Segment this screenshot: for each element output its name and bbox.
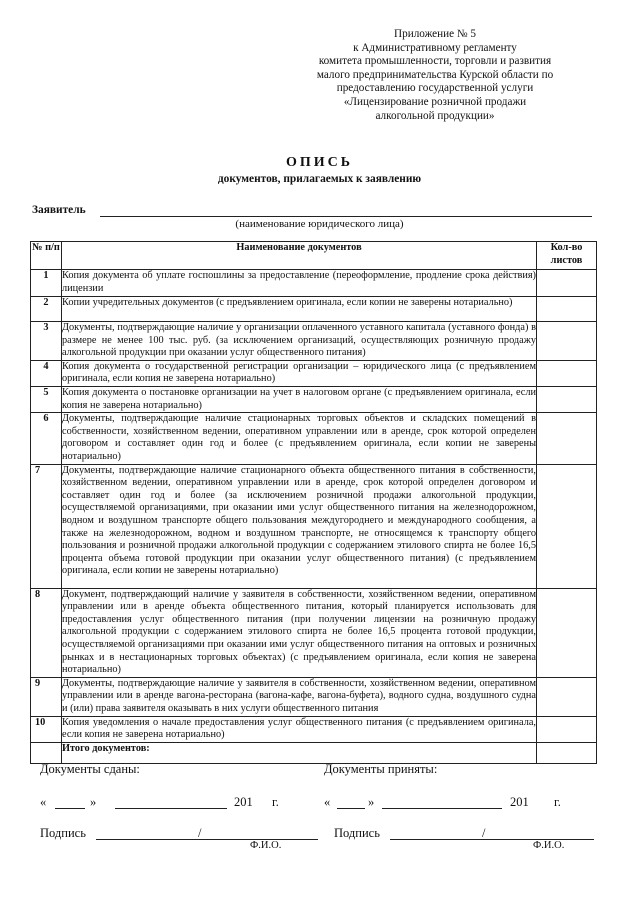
row-num: 7	[31, 464, 62, 588]
appendix-header	[300, 28, 570, 123]
applicant-label: Заявитель	[32, 204, 86, 216]
row-qty-cell[interactable]	[537, 677, 597, 716]
table-row	[31, 677, 597, 716]
applicant-row	[32, 204, 592, 218]
row-qty-cell[interactable]	[537, 588, 597, 677]
total-qty-cell[interactable]	[537, 742, 597, 763]
table-row	[31, 588, 597, 677]
total-num-cell	[31, 742, 62, 763]
appendix-line: комитета промышленности, торговли и развития	[318, 55, 552, 68]
appendix-line: алкогольной продукции»	[375, 109, 495, 122]
row-num: 8	[31, 588, 62, 677]
row-qty-cell[interactable]	[537, 464, 597, 588]
accepted-fio-label: Ф.И.О.	[533, 840, 565, 851]
given-date-row	[40, 795, 300, 813]
row-qty-cell[interactable]	[537, 413, 597, 464]
documents-given-label: Документы сданы:	[40, 762, 140, 776]
table-row	[31, 360, 597, 386]
row-num: 3	[31, 322, 62, 361]
total-label: Итого документов:	[62, 742, 537, 763]
row-num: 2	[31, 297, 62, 322]
row-text: Копия документа о государственной регистрации организации – юридического лица (с предъявлением оригинала, если копия не заверена нотариально)	[62, 360, 537, 386]
signature-slash: /	[198, 826, 202, 840]
quote-close: »	[368, 795, 375, 809]
documents-accepted-label: Документы приняты:	[324, 762, 438, 776]
row-num: 1	[31, 270, 62, 297]
table-total-row	[31, 742, 597, 763]
year-prefix: 201	[234, 795, 253, 809]
table-row	[31, 413, 597, 464]
appendix-line: малого предпринимательства Курской области по	[316, 68, 554, 81]
appendix-line: к Административному регламенту	[353, 41, 517, 54]
row-qty-cell[interactable]	[537, 716, 597, 742]
table-row	[31, 464, 597, 588]
table-row	[31, 322, 597, 361]
applicant-caption: (наименование юридического лица)	[235, 218, 404, 230]
row-text: Копии учредительных документов (с предъявлением оригинала, если копии не заверены нотариально)	[62, 297, 537, 322]
given-day-field[interactable]	[55, 808, 85, 809]
row-num: 9	[31, 677, 62, 716]
row-qty-cell[interactable]	[537, 322, 597, 361]
applicant-input-line[interactable]	[100, 216, 592, 217]
row-qty-cell[interactable]	[537, 360, 597, 386]
table-row	[31, 716, 597, 742]
header-name: Наименование документов	[62, 242, 537, 270]
accepted-date-row	[324, 795, 584, 813]
row-num: 4	[31, 360, 62, 386]
year-suffix: г.	[272, 795, 279, 809]
table-row	[31, 270, 597, 297]
row-text: Документы, подтверждающие наличие у организации оплаченного уставного капитала (уставного фонда) в размере не менее 100 тыс. руб. (за исключением организаций, осуществляющих розничную продажу алкогольной продукции при оказании услуг общественного питания)	[62, 322, 537, 361]
year-prefix: 201	[510, 795, 529, 809]
accepted-day-field[interactable]	[337, 808, 365, 809]
row-qty-cell[interactable]	[537, 297, 597, 322]
row-qty-cell[interactable]	[537, 386, 597, 412]
given-fio-label: Ф.И.О.	[250, 840, 282, 851]
signature-slash: /	[482, 826, 486, 840]
header-num: № п/п	[31, 242, 62, 270]
row-text: Документы, подтверждающие наличие стационарных торговых объектов и складских помещений в собственности, хозяйственном ведении, оперативном управлении или в аренде, срок которой определен договором и составляет один год и более (с предъявлением оригинала, если копии не заверены нотариально)	[62, 413, 537, 464]
signature-label: Подпись	[40, 826, 86, 840]
row-text: Документ, подтверждающий наличие у заявителя в собственности, хозяйственном ведении, оперативном управлении или в аренде объекта общественного питания, который планируется использовать для предоставления услуг общественного питания (при получении лицензии на розничную продажу алкогольной продукции с содержанием этилового спирта не более 16,5 процента готовой продукции, осуществляемой организациями при оказании ими услуг общественного питания на оптовых и розничных рынках и в нестационарных торговых объектах) (с предъявлением оригинала, если копия не заверена нотариально)	[62, 588, 537, 677]
row-num: 6	[31, 413, 62, 464]
accepted-month-field[interactable]	[382, 808, 502, 809]
row-num: 10	[31, 716, 62, 742]
year-suffix: г.	[554, 795, 561, 809]
row-num: 5	[31, 386, 62, 412]
table-row	[31, 297, 597, 322]
row-text: Копия уведомления о начале предоставления услуг общественного питания (с предъявлением оригинала, если копия не заверена нотариально)	[62, 716, 537, 742]
row-text: Копия документа об уплате госпошлины за предоставление (переоформление, продление срока действия) лицензии	[62, 270, 537, 297]
header-qty: Кол-во листов	[537, 242, 597, 270]
appendix-line: Приложение № 5	[394, 28, 476, 40]
row-qty-cell[interactable]	[537, 270, 597, 297]
table-header-row	[31, 242, 597, 270]
table-row	[31, 386, 597, 412]
row-text: Копия документа о постановке организации на учет в налоговом органе (с предъявлением оригинала, если копия не заверена нотариально)	[62, 386, 537, 412]
documents-table	[30, 241, 597, 764]
appendix-line: «Лицензирование розничной продажи	[343, 95, 527, 108]
given-signature-field[interactable]	[96, 839, 318, 840]
document-title: ОПИСЬ	[285, 155, 354, 170]
quote-close: »	[90, 795, 97, 809]
given-month-field[interactable]	[115, 808, 227, 809]
row-text: Документы, подтверждающие наличие стационарного объекта общественного питания в собственности, хозяйственном ведении, оперативном управлении или в аренде, срок которой определен договором и составляет один год и более (за исключением розничной продажи алкогольной продукции, осуществляемой организациями, при оказании ими услуг общественного питания на железнодорожном, водном и воздушном транспорте общего пользования междугороднего и международного сообщения, а также на железнодорожном, водном и воздушном транспорте, не относящемся к транспорту общего пользования и розничной продажи алкогольной продукции с содержанием этилового спирта не более 16,5 процента объема готовой продукции при оказании услуг общественного питания) (с предъявлением оригинала, если копии не заверены нотариально)	[62, 464, 537, 588]
appendix-line: предоставлению государственной услуги	[336, 82, 534, 95]
row-text: Документы, подтверждающие наличие у заявителя в собственности, хозяйственном ведении, оперативном управлении или в аренде вагона-ресторана (вагона-кафе, вагона-буфета), водного судна, воздушного судна и (или) права заявителя оказывать в них услуги общественного питания	[62, 677, 537, 716]
signature-label: Подпись	[334, 826, 380, 840]
quote-open: «	[40, 795, 47, 809]
quote-open: «	[324, 795, 331, 809]
document-subtitle: документов, прилагаемых к заявлению	[217, 173, 422, 185]
